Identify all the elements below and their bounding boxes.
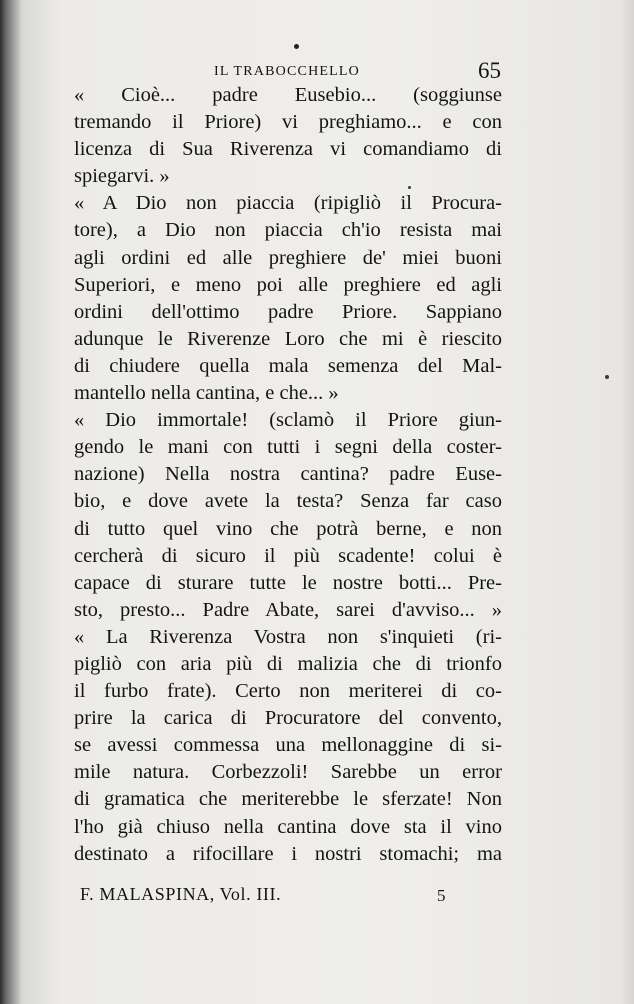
text-line: mile natura. Corbezzoli! Sarebbe un error — [74, 761, 502, 784]
text-line: tremando il Priore) vi preghiamo... e con — [74, 111, 502, 134]
text-line: agli ordini ed alle preghiere de' miei buoni — [74, 246, 502, 269]
text-line: Superiori, e meno poi alle preghiere ed agli — [74, 273, 502, 296]
body-text — [74, 82, 502, 868]
page-number: 65 — [478, 58, 501, 83]
text-line: gendo le mani con tutti i segni della coster- — [74, 436, 502, 459]
signature-mark: 5 — [437, 886, 446, 905]
text-line: pigliò con aria più di malizia che di trionfo — [74, 652, 502, 675]
text-line: sto, presto... Padre Abate, sarei d'avviso... » — [74, 598, 502, 621]
text-line: destinato a rifocillare i nostri stomachi; ma — [74, 842, 502, 865]
signature-line: F. MALASPINA, Vol. III. — [80, 884, 282, 904]
text-line: « A Dio non piaccia (ripigliò il Procura- — [74, 192, 502, 215]
text-line: « Cioè... padre Eusebio... (soggiunse — [74, 84, 502, 106]
text-line: « Dio immortale! (sclamò il Priore giun- — [74, 409, 502, 432]
ink-speck — [408, 186, 411, 189]
ink-speck — [605, 375, 609, 379]
text-line: licenza di Sua Riverenza vi comandiamo di — [74, 138, 502, 161]
text-line: mantello nella cantina, e che... » — [74, 382, 339, 405]
page-footer — [0, 884, 634, 914]
text-line: di gramatica che meriterebbe le sferzate! Non — [74, 788, 502, 811]
text-line: di tutto quel vino che potrà berne, e non — [74, 517, 502, 540]
text-line: prire la carica di Procuratore del convento, — [74, 707, 502, 730]
text-line: cercherà di sicuro il più scadente! colui è — [74, 544, 502, 567]
text-line: spiegarvi. » — [74, 165, 170, 188]
ornament-dot — [294, 44, 299, 49]
text-line: nazione) Nella nostra cantina? padre Euse- — [74, 463, 502, 486]
text-line: adunque le Riverenze Loro che mi è riescito — [74, 327, 502, 350]
text-line: il furbo frate). Certo non meriterei di co- — [74, 680, 502, 703]
text-line: ordini dell'ottimo padre Priore. Sappiano — [74, 300, 502, 323]
text-line: « La Riverenza Vostra non s'inquieti (ri- — [74, 625, 502, 648]
text-line: di chiudere quella mala semenza del Mal- — [74, 354, 502, 377]
text-line: bio, e dove avete la testa? Senza far caso — [74, 490, 502, 513]
text-line: capace di sturare tutte le nostre botti... Pre- — [74, 571, 502, 594]
text-line: l'ho già chiuso nella cantina dove sta il vino — [74, 815, 502, 838]
text-line: se avessi commessa una mellonaggine di si- — [74, 734, 502, 757]
running-title: IL TRABOCCHELLO — [214, 64, 360, 79]
text-line: tore), a Dio non piaccia ch'io resista mai — [74, 219, 502, 242]
